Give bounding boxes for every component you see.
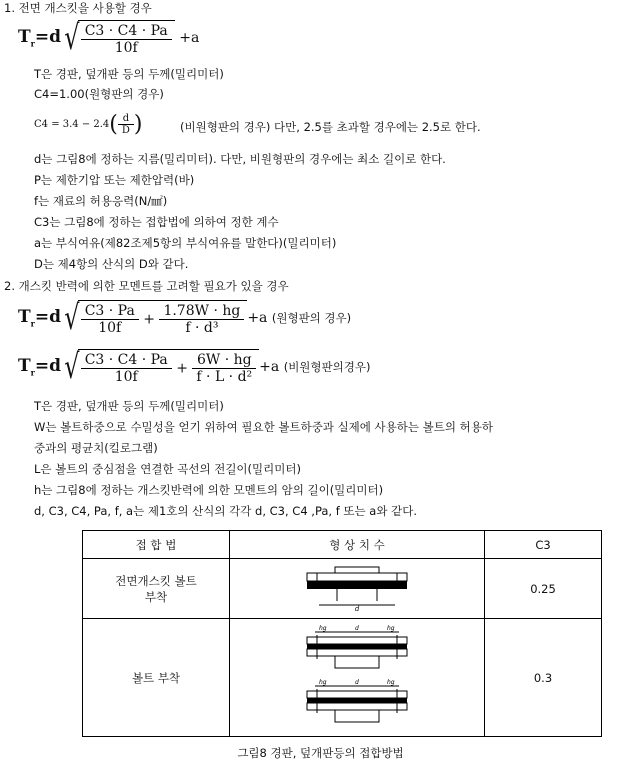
- svg-text:d: d: [355, 679, 359, 686]
- sec1-def-1: C4=1.00(원형판의 경우): [34, 87, 164, 101]
- c4-formula: C4 = 3.4 − 2.4( $\frac{d}{D}$ ): [34, 111, 143, 137]
- svg-text:hg: hg: [319, 679, 327, 686]
- sec2-def-4: h는 그림8에 정하는 개스킷반력에 의한 모멘트의 암의 길이(밀리미터): [34, 483, 384, 497]
- c4-formula-left: C4 = 3.4 − 2.4: [34, 119, 110, 130]
- figure-caption: 그림8 경판, 덮개판등의 접합방법: [237, 746, 404, 760]
- joint-method-table: [82, 530, 602, 737]
- formula-3-den2: f · L · d²: [196, 369, 253, 385]
- formula-2-num1: C3 · Pa: [81, 303, 139, 320]
- table-header-row: [83, 531, 602, 559]
- formula-1-denominator: 10f: [114, 40, 138, 56]
- sqrt-symbol: √: [64, 18, 80, 58]
- sec2-def-1: W는 볼트하중으로 수밀성을 얻기 위하여 필요한 볼트하중과 실제에 사용하는 볼트의 허용하: [34, 420, 493, 434]
- sec1-def2-2: f는 재료의 허용응력(N/㎟): [34, 194, 168, 208]
- formula-3-lhs: T: [18, 356, 31, 376]
- plus-sign: +: [143, 311, 155, 328]
- svg-text:hg: hg: [387, 625, 395, 632]
- sec2-def-3: L은 볼트의 중심점을 연결한 곡선의 전길이(밀리미터): [34, 462, 301, 476]
- row1-c3: 0.25: [485, 559, 602, 619]
- sec2-def-5: d, C3, C4, Pa, f, a는 제1호의 산식의 각각 d, C3, C4 ,Pa, f 또는 a와 같다.: [34, 504, 417, 518]
- sec1-def2-3: C3는 그림8에 정하는 접합법에 의하여 정한 계수: [34, 215, 279, 229]
- c4-formula-num: d: [118, 113, 134, 125]
- sqrt-symbol: √: [64, 347, 80, 387]
- c4-note: (비원형판의 경우) 다만, 2.5를 초과할 경우에는 2.5로 한다.: [180, 120, 481, 134]
- row1-method: 전면개스킷 볼트 부착: [83, 559, 230, 619]
- formula-3-eq: =d: [34, 356, 62, 376]
- formula-3-num2: 6W · hg: [192, 352, 256, 369]
- section1-heading: 1. 전면 개스킷을 사용할 경우: [4, 1, 152, 15]
- formula-1-tail: +a: [179, 30, 200, 46]
- formula-2-den1: 10f: [98, 320, 122, 336]
- table-row: [83, 559, 602, 619]
- formula-3-den1: 10f: [114, 369, 138, 385]
- formula-2: $T_r=d√$ $\frac{C3 \cdot Pa}{10f}$ + $\frac{1.78W \cdot hg}{\text{f · d³}}$ +a (원형판의 경우): [18, 298, 352, 338]
- svg-text:hg: hg: [319, 625, 327, 632]
- formula-2-den2: f · d³: [185, 320, 219, 336]
- formula-1-eq: =d: [34, 27, 62, 47]
- c4-formula-den: D: [121, 125, 130, 136]
- header-shape: 형 상 치 수: [230, 531, 485, 559]
- sec2-def-0: T은 경판, 덮개판 등의 두께(밀리미터): [34, 399, 224, 413]
- sqrt-symbol: √: [64, 298, 80, 338]
- formula-1-lhs: $T_r$: [18, 27, 35, 49]
- sec1-def2-5: D는 제4항의 산식의 D와 같다.: [34, 257, 189, 271]
- sec1-def2-1: P는 제한기압 또는 제한압력(바): [34, 173, 195, 187]
- plus-sign: +: [176, 360, 188, 377]
- formula-2-num2: 1.78W · hg: [159, 303, 244, 320]
- svg-text:hg: hg: [387, 679, 395, 686]
- row1-figure: [230, 559, 485, 619]
- svg-text:d: d: [355, 625, 359, 632]
- row2-figure: [230, 619, 485, 737]
- sec1-def-0: T은 경판, 덮개판 등의 두께(밀리미터): [34, 67, 224, 81]
- formula-3: $T_r=d√$ $\frac{C3 \cdot C4 \cdot Pa}{10f}$ + $\frac{6W \cdot hg}{\text{f · L · d²}}$ +a (비원형판의경우): [18, 347, 371, 387]
- header-c3: C3: [485, 531, 602, 559]
- formula-2-lhs: T: [18, 307, 31, 327]
- svg-text:d: d: [354, 605, 360, 613]
- formula-2-note: (원형판의 경우): [271, 311, 352, 325]
- formula-1: [18, 20, 199, 56]
- table-row: [83, 619, 602, 737]
- formula-3-tail: +a: [259, 359, 280, 375]
- formula-3-num1: C3 · C4 · Pa: [81, 352, 172, 369]
- row2-c3: 0.3: [485, 619, 602, 737]
- header-method: 접 합 법: [83, 531, 230, 559]
- formula-1-numerator: C3 · C4 · Pa: [81, 23, 172, 40]
- formula-3-note: (비원형판의경우): [283, 360, 371, 374]
- row2-method: 볼트 부착: [83, 619, 230, 737]
- section2-heading: 2. 개스킷 반력에 의한 모멘트를 고려할 필요가 있을 경우: [4, 279, 289, 293]
- bolted-flange-diagram: [297, 621, 417, 731]
- formula-2-tail: +a: [247, 310, 268, 326]
- full-gasket-flange-diagram: [297, 561, 417, 613]
- formula-2-eq: =d: [34, 307, 62, 327]
- sec1-def2-4: a는 부식여유(제82조제5항의 부식여유를 말한다)(밀리미터): [34, 236, 337, 250]
- sec2-def-2: 중과의 평균치(킬로그램): [34, 441, 158, 455]
- sec1-def2-0: d는 그림8에 정하는 지름(밀리미터). 다만, 비원형판의 경우에는 최소 길이로 한다.: [34, 152, 446, 166]
